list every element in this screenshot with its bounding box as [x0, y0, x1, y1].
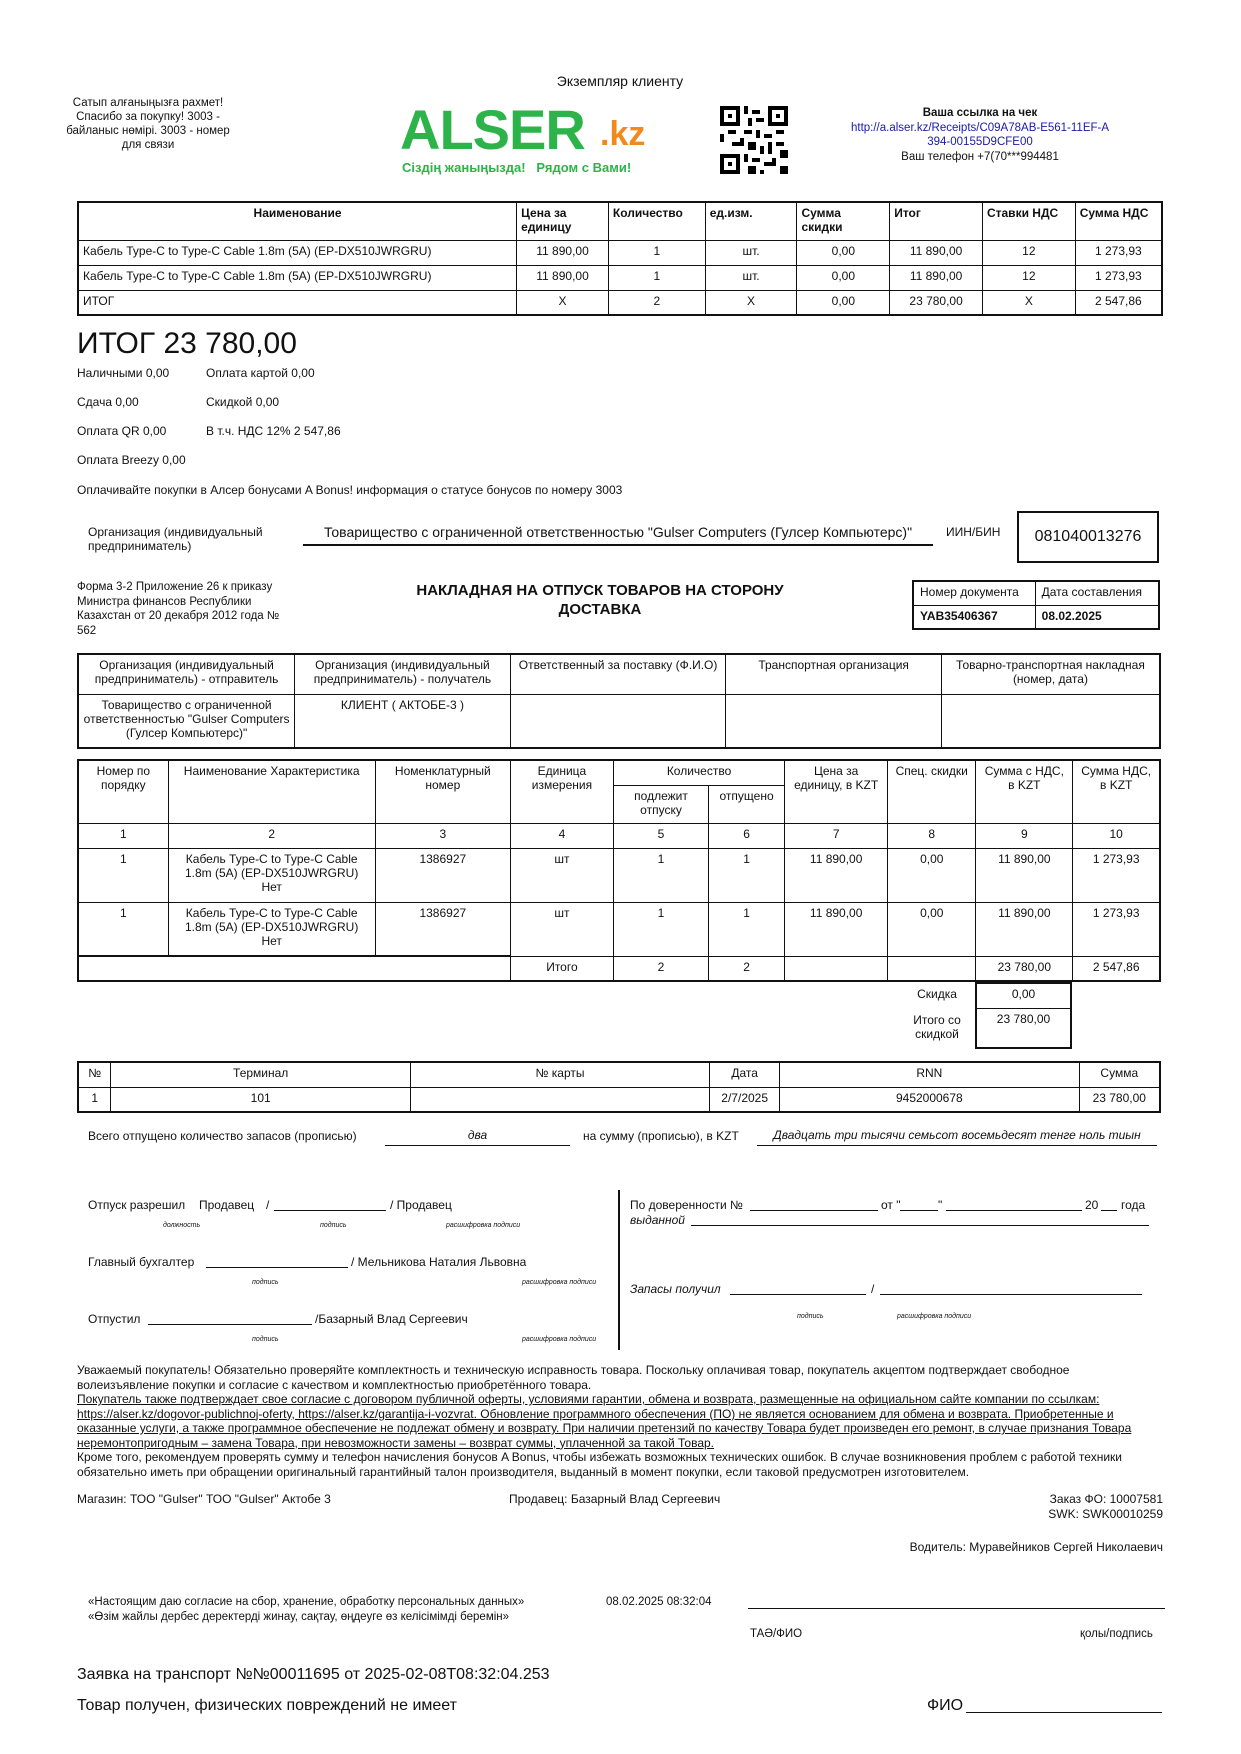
discount-box [975, 982, 1072, 1049]
cell: 12 [982, 265, 1075, 290]
release-name: / Продавец [390, 1198, 452, 1212]
doc-num: YAB35406367 [913, 605, 1035, 629]
caption-decode: расшифровка подписи [522, 1336, 597, 1343]
col-subheader: подлежит отпуску [613, 785, 708, 823]
sign-label: қолы/подпись [1080, 1628, 1153, 1640]
consent-datetime: 08.02.2025 08:32:04 [606, 1596, 712, 1608]
table-row-total [78, 290, 1162, 315]
col-header: ед.изм. [705, 202, 797, 240]
col-number: 6 [709, 823, 785, 848]
invoice-table [77, 759, 1161, 982]
vat-total: В т.ч. НДС 12% 2 547,86 [206, 424, 341, 438]
col-header: Итог [890, 202, 983, 240]
sign-line [966, 1712, 1162, 1713]
qr-paid: Оплата QR 0,00 [77, 424, 167, 438]
cell: 1 273,93 [1073, 902, 1160, 956]
col-header: Наименование Характеристика [168, 760, 375, 823]
cell: шт [510, 902, 613, 956]
invoice-total-row [78, 956, 1160, 981]
total-sum: 23 780,00 [976, 956, 1073, 981]
qty-words-value: два [385, 1128, 570, 1146]
orgs-table [77, 653, 1161, 749]
total-qty2: 2 [709, 956, 785, 981]
sign-line [206, 1267, 348, 1268]
sign-line [691, 1225, 1149, 1226]
cell: 0,00 [888, 848, 976, 902]
receipt-link[interactable]: http://a.alser.kz/Receipts/C09A78AB-E561-11EF-A394-00155D9CFE00 [850, 122, 1110, 148]
disclaimer [77, 1363, 1163, 1479]
col-header: Сумма НДС [1075, 202, 1162, 240]
cell: 1386927 [375, 902, 510, 956]
col-header: Количество [608, 202, 705, 240]
footer-swk: SWK: SWK00010259 [1048, 1507, 1163, 1521]
consent-ru: «Настоящим даю согласие на сбор, хранение, обработку персональных данных» [88, 1596, 525, 1608]
qr-code-icon [720, 106, 788, 174]
fio-end-label: ФИО [927, 1697, 964, 1714]
col-header: Ставки НДС [982, 202, 1075, 240]
release-label: Отпуск разрешил [88, 1198, 186, 1212]
footer-store: Магазин: ТОО "Gulser" ТОО "Gulser" Актобе 3 [77, 1492, 331, 1506]
receiver-value: КЛИЕНТ ( АКТОБЕ-3 ) [295, 694, 511, 748]
cell: 23 780,00 [1079, 1087, 1160, 1112]
col-header: Наименование [78, 202, 517, 240]
release-position: Продавец [199, 1198, 255, 1212]
disc-label: Скидка [917, 987, 957, 1001]
accountant-name: / Мельникова Наталия Львовна [351, 1255, 527, 1269]
caption-sign: подпись [797, 1313, 824, 1320]
cell: X [517, 290, 609, 315]
proxy-label: По доверенности № [630, 1198, 743, 1212]
col-header: Сумма с НДС, в KZT [976, 760, 1073, 823]
col-header: Дата [710, 1062, 780, 1087]
disclaimer-p2: Покупатель также подтверждает свое согласие с договором публичной оферты, условиями гарантии, обмена и возврата, размещенные на официальном сайте компании по ссылкам: https://alser.kz/dogovor-publichnoj-oferty, https://alser.kz/garantija-i-vozvrat. Обновление программного обеспечения (ПО) не является основанием для обмена и возврата. Приобретенные и оказанные услуги, а также программное обеспечение не подлежат обмену и возврату. При наличии претензий по качеству Товара будет произведен его ремонт, в случае признания Товара неремонтопригодным – замена Товара, при невозможности замены – возврат суммы, уплаченной за такой Товар. [77, 1392, 1132, 1450]
cell: Кабель Type-C to Type-C Cable 1.8m (5A) (EP-DX510JWRGRU) [78, 240, 517, 265]
logo-kz: .kz [600, 115, 646, 153]
qty-words-label: Всего отпущено количество запасов (прописью) [88, 1129, 357, 1143]
cell: 11 890,00 [976, 902, 1073, 956]
cell: Кабель Type-C to Type-C Cable 1.8m (5A) (EP-DX510JWRGRU) [78, 265, 517, 290]
cell: 1386927 [375, 848, 510, 902]
cell: 0,00 [797, 290, 890, 315]
cell: 11 890,00 [890, 265, 983, 290]
cell: 11 890,00 [517, 265, 609, 290]
total-qty1: 2 [613, 956, 708, 981]
cell: 2 [608, 290, 705, 315]
released-label: Отпустил [88, 1312, 141, 1326]
big-total: ИТОГ 23 780,00 [77, 327, 297, 360]
cell [410, 1087, 709, 1112]
col-header: Транспортная организация [726, 654, 942, 694]
caption-decode: расшифровка подписи [522, 1279, 597, 1286]
table-row [78, 902, 1160, 956]
proxy-year: года [1121, 1198, 1146, 1212]
issued-label: выданной [630, 1213, 685, 1227]
caption-sign: подпись [252, 1279, 279, 1286]
cell: шт [510, 848, 613, 902]
col-header: Ответственный за поставку (Ф.И.О) [510, 654, 726, 694]
doc-info-table [912, 580, 1160, 630]
cell: 23 780,00 [890, 290, 983, 315]
cell: 1 [608, 265, 705, 290]
col-header: Единица измерения [510, 760, 613, 823]
disclaimer-p1: Уважаемый покупатель! Обязательно проверяйте комплектность и техническую исправность товара. Поскольку оплачивая товар, покупатель акцептом подтверждает свободное волеизъявление покупки и согласие с качеством и комплектностью приобретённого товара. [77, 1363, 1070, 1392]
sum-words-value: Двадцать три тысячи семьсот восемьдесят тенге ноль тиын [757, 1128, 1157, 1146]
cell: X [705, 290, 797, 315]
col-header: Организация (индивидуальный предприниматель) - получатель [295, 654, 511, 694]
cash-paid: Наличными 0,00 [77, 366, 170, 380]
caption-sign: подпись [320, 1222, 347, 1229]
cell: 0,00 [797, 265, 890, 290]
col-header: RNN [780, 1062, 1079, 1087]
released-name: /Базарный Влад Сергеевич [315, 1312, 468, 1326]
cell: 1 273,93 [1075, 240, 1162, 265]
col-header: Цена за единицу [517, 202, 609, 240]
cell: 9452000678 [780, 1087, 1079, 1112]
col-number: 5 [613, 823, 708, 848]
form-title: НАКЛАДНАЯ НА ОТПУСК ТОВАРОВ НА СТОРОНУ ДОСТАВКА [416, 582, 784, 618]
sign-line [148, 1324, 312, 1325]
received-label: Запасы получил [630, 1282, 721, 1296]
alser-logo [400, 100, 670, 180]
col-header: № [78, 1062, 111, 1087]
logo-slogan: Сіздің жаныңызда! Рядом с Вами! [402, 160, 632, 175]
doc-date: 08.02.2025 [1035, 605, 1159, 629]
footer-order: Заказ ФО: 10007581 [1049, 1492, 1163, 1506]
cell: 1 [613, 902, 708, 956]
with-disc-value: 23 780,00 [976, 1008, 1071, 1048]
signature-divider [618, 1190, 620, 1350]
transport-request: Заявка на транспорт №№00011695 от 2025-02-08T08:32:04.253 [77, 1666, 550, 1683]
cell: 101 [111, 1087, 410, 1112]
sum-words-label: на сумму (прописью), в KZT [583, 1129, 739, 1143]
col-header: № карты [410, 1062, 709, 1087]
caption-position: должность [163, 1222, 201, 1229]
proxy-from: от " [881, 1198, 901, 1212]
disc-value: 0,00 [976, 983, 1071, 1008]
date-label: Дата составления [1035, 581, 1159, 605]
cell: 12 [982, 240, 1075, 265]
cell: 11 890,00 [976, 848, 1073, 902]
fio-label: ТАӘ/ФИО [750, 1628, 803, 1640]
cell: 1 [709, 902, 785, 956]
total-vat: 2 547,86 [1073, 956, 1160, 981]
footer-driver: Водитель: Муравейников Сергей Николаевич [909, 1540, 1163, 1554]
bonus-note: Оплачивайте покупки в Алсер бонусами A Bonus! информация о статусе бонусов по номеру 3003 [77, 483, 623, 497]
col-number: 9 [976, 823, 1073, 848]
cell: 2/7/2025 [710, 1087, 780, 1112]
cell: 11 890,00 [890, 240, 983, 265]
form-note: Форма 3-2 Приложение 26 к приказу Министра финансов Республики Казахстан от 20 декабря 2012 года № 562 [77, 581, 280, 637]
doc-num-label: Номер документа [913, 581, 1035, 605]
footer-seller: Продавец: Базарный Влад Сергеевич [509, 1492, 721, 1506]
col-header: Номенклатурный номер [375, 760, 510, 823]
sign-line [946, 1210, 1082, 1211]
iin-label: ИИН/БИН [946, 525, 1001, 539]
col-number: 10 [1073, 823, 1160, 848]
change: Сдача 0,00 [77, 395, 139, 409]
responsible-value [510, 694, 726, 748]
discount: Скидкой 0,00 [206, 395, 280, 409]
col-header: Организация (индивидуальный предприниматель) - отправитель [78, 654, 295, 694]
col-header: Сумма [1079, 1062, 1160, 1087]
col-header: Цена за единицу, в KZT [785, 760, 888, 823]
copy-label: Экземпляр клиенту [556, 73, 684, 89]
cell: 0,00 [797, 240, 890, 265]
col-header: Сумма скидки [797, 202, 890, 240]
cell: шт. [705, 265, 797, 290]
card-paid: Оплата картой 0,00 [206, 366, 315, 380]
cell: 2 547,86 [1075, 290, 1162, 315]
sign-line [880, 1294, 1142, 1295]
col-header: Номер по порядку [78, 760, 168, 823]
total-label: Итого [510, 956, 613, 981]
sign-line [748, 1608, 1165, 1609]
org-label: Организация (индивидуальный предприниматель) [88, 525, 263, 553]
col-subheader: отпущено [709, 785, 785, 823]
col-number: 7 [785, 823, 888, 848]
accountant-label: Главный бухгалтер [88, 1255, 195, 1269]
cell: 1 [78, 1087, 111, 1112]
breezy-paid: Оплата Breezy 0,00 [77, 453, 186, 467]
cell: X [982, 290, 1075, 315]
payment-table [77, 1061, 1161, 1113]
cell: 1 [608, 240, 705, 265]
caption-decode: расшифровка подписи [897, 1313, 972, 1320]
cell: 1 273,93 [1075, 265, 1162, 290]
sign-line [730, 1294, 866, 1295]
goods-received: Товар получен, физических повреждений не имеет [77, 1697, 457, 1714]
org-name: Товарищество с ограниченной ответственностью "Gulser Computers (Гулсер Компьютерс)" [303, 524, 933, 546]
col-header: Спец. скидки [888, 760, 976, 823]
cell: 1 [78, 848, 168, 902]
table-row [78, 265, 1162, 290]
col-header: Терминал [111, 1062, 410, 1087]
table-row [78, 848, 1160, 902]
cell: шт. [705, 240, 797, 265]
table-row [78, 240, 1162, 265]
col-number: 8 [888, 823, 976, 848]
cell: 1 [613, 848, 708, 902]
col-number: 1 [78, 823, 168, 848]
sign-line [900, 1210, 938, 1211]
sign-line [1101, 1210, 1117, 1211]
logo-text: ALSER [400, 98, 585, 161]
cell: 1 [78, 902, 168, 956]
consent-kz: «Өзім жайлы дербес деректерді жинау, сақтау, өңдеуге өз келісімімді беремін» [88, 1611, 510, 1623]
caption-sign: подпись [252, 1336, 279, 1343]
receipt-table [77, 201, 1163, 316]
iin-value: 081040013276 [1017, 511, 1159, 563]
col-header: Количество [613, 760, 784, 785]
transport-org-value [726, 694, 942, 748]
with-disc-label: Итого со скидкой [913, 1013, 961, 1041]
col-number: 2 [168, 823, 375, 848]
col-header: Сумма НДС, в KZT [1073, 760, 1160, 823]
phone-text: Ваш телефон +7(70***994481 [901, 151, 1059, 163]
cell: ИТОГ [78, 290, 517, 315]
cell: Кабель Type-C to Type-C Cable 1.8m (5A) (EP-DX510JWRGRU) Нет [168, 848, 375, 902]
waybill-value [941, 694, 1160, 748]
proxy-year-prefix: 20 [1085, 1198, 1099, 1212]
cell: 1 [709, 848, 785, 902]
col-number: 3 [375, 823, 510, 848]
thanks-text: Сатып алғаныңызға рахмет! Спасибо за покупку! 3003 - байланыс нөмірі. 3003 - номер для связи [66, 97, 230, 151]
cell: Кабель Type-C to Type-C Cable 1.8m (5A) (EP-DX510JWRGRU) Нет [168, 902, 375, 956]
cell: 11 890,00 [785, 848, 888, 902]
cell: 1 273,93 [1073, 848, 1160, 902]
cell: 11 890,00 [785, 902, 888, 956]
sender-value: Товарищество с ограниченной ответственностью "Gulser Computers (Гулсер Компьютерс)" [78, 694, 295, 748]
col-number: 4 [510, 823, 613, 848]
caption-decode: расшифровка подписи [446, 1222, 521, 1229]
sign-line [274, 1210, 386, 1211]
col-header: Товарно-транспортная накладная (номер, дата) [941, 654, 1160, 694]
cell: 0,00 [888, 902, 976, 956]
link-label: Ваша ссылка на чек [922, 107, 1038, 119]
table-row [78, 1087, 1160, 1112]
sign-line [750, 1210, 878, 1211]
disclaimer-p3: Кроме того, рекомендуем проверять сумму и телефон начисления бонусов A Bonus, чтобы избежать возможных технических ошибок. В случае возникновения проблем с работой техники обязательно иметь при обращении оригинальный гарантийный талон производителя, выданный в момент покупки, если таковой предусмотрен изготовителем. [77, 1450, 1122, 1479]
cell: 11 890,00 [517, 240, 609, 265]
